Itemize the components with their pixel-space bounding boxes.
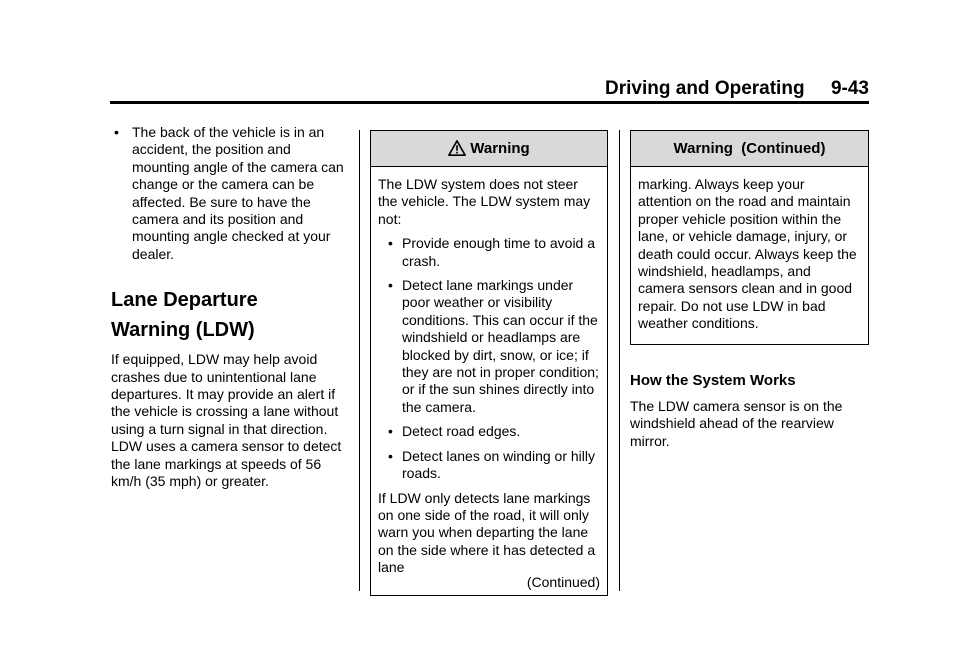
bullet-text: Detect lanes on winding or hilly roads.: [402, 447, 595, 482]
header-rule: [110, 101, 869, 104]
warning-header: [371, 131, 607, 167]
page-header: [0, 74, 869, 104]
bullet-text: Detect road edges.: [402, 423, 521, 440]
bullet-text: Detect lane markings under poor weather or visibility conditions. This can occur if the windshield or headlamps are blocked by dirt, snow, or ice; if they are not in proper condition; or if the sun shines directly into the camera.: [402, 277, 599, 415]
column-2: [370, 130, 608, 596]
list-item: [378, 448, 600, 483]
warning-continued-body: [631, 167, 868, 344]
column-divider-1: [359, 130, 360, 591]
list-item: [378, 423, 600, 440]
warning-intro: The LDW system does not steer the vehicle. The LDW system may not:: [378, 176, 591, 227]
heading-line-2: Warning (LDW): [111, 319, 255, 342]
column-1: [111, 124, 348, 491]
warning-triangle-icon: [448, 139, 466, 157]
warning-continued-header: [631, 131, 868, 167]
warning-title: Warning: [470, 139, 530, 157]
bullet-icon: •: [388, 447, 393, 464]
subsection-heading: How the System Works: [630, 371, 796, 389]
warning-continued-box: [630, 130, 869, 345]
bullet-icon: •: [388, 235, 393, 252]
body-paragraph: If equipped, LDW may help avoid crashes due to unintentional lane departures. It may provide an alert if the vehicle is crossing a lane without using a turn signal in that direction. LDW uses a camera sensor to detect the lane markings at speeds of 56 km/h (35 mph) or greater.: [111, 351, 342, 490]
page-number: 9-43: [830, 78, 869, 99]
list-item: [111, 124, 348, 263]
section-heading: [111, 288, 348, 342]
column-divider-2: [619, 130, 620, 591]
section-title: Driving and Operating: [605, 78, 805, 99]
bullet-icon: •: [388, 423, 393, 440]
warning-body: [371, 167, 607, 595]
list-item: [378, 277, 600, 416]
list-item: [378, 235, 600, 270]
heading-line-1: Lane Departure: [111, 289, 258, 312]
bullet-icon: •: [114, 124, 119, 140]
bullet-text: Provide enough time to avoid a crash.: [402, 235, 596, 269]
warning-outro: If LDW only detects lane markings on one side of the road, it will only warn you when departing the lane on the side where it has detected a lane: [378, 489, 596, 576]
continued-label: (Continued): [526, 573, 600, 590]
column-3: [630, 130, 869, 450]
warning-box: [370, 130, 608, 596]
bullet-icon: •: [388, 277, 393, 294]
warning-continued-title: Warning (Continued): [673, 139, 826, 157]
warning-continued-text: marking. Always keep your attention on the road and maintain proper vehicle position within the lane, or vehicle damage, injury, or death could occur. Always keep the windshield, headlamps, and camera sensors clean and in good repair. Do not use LDW in bad weather conditions.: [638, 176, 857, 332]
bullet-text: The back of the vehicle is in an accident, the position and mounting angle of the camera can change or the camera can be affected. Be sure to have the camera and its position and mounting angle checked at your dealer.: [132, 124, 344, 262]
body-paragraph: The LDW camera sensor is on the windshield ahead of the rearview mirror.: [630, 398, 843, 449]
